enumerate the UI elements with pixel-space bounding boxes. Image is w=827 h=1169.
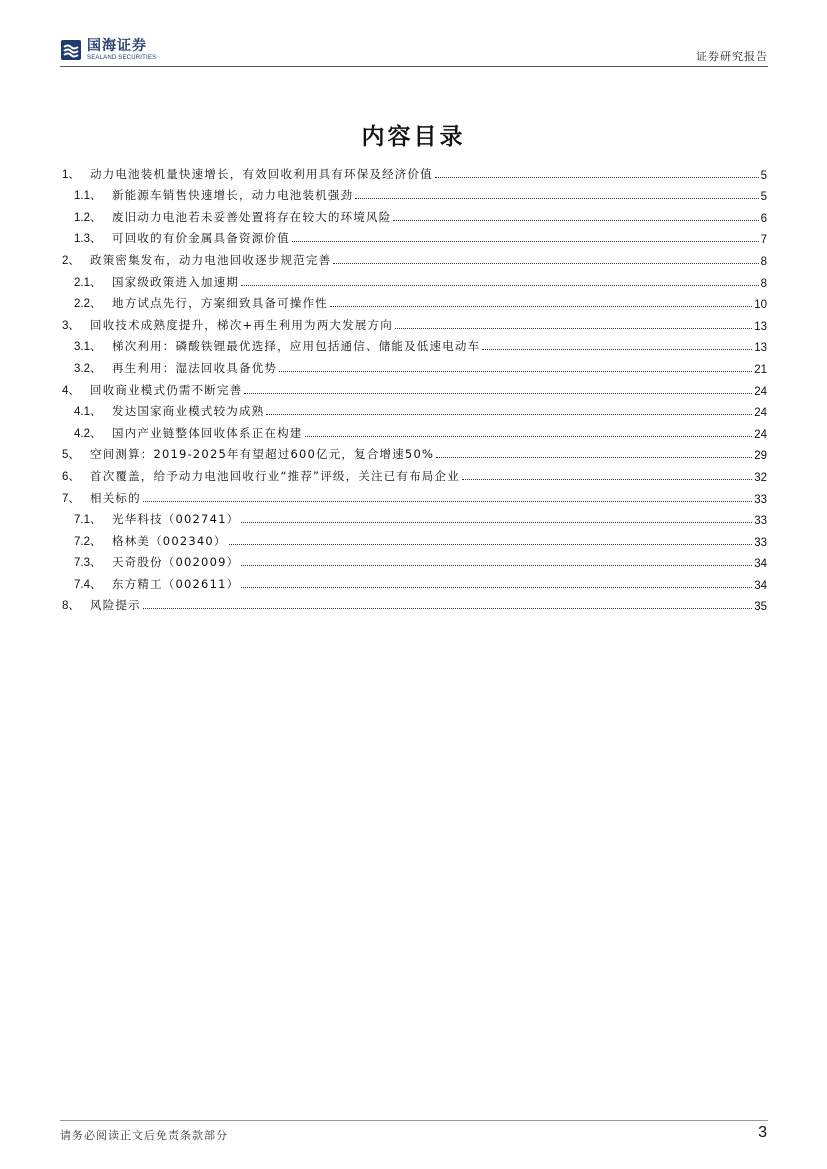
toc-entry-title: 风险提示 [90,598,141,613]
footer-divider [60,1120,768,1121]
toc-dot-leader [241,522,752,523]
toc-entry-number: 7、 [62,492,80,505]
toc-entry-title: 首次覆盖，给予动力电池回收行业“推荐”评级，关注已有布局企业 [90,468,460,483]
toc-entry-number: 1.2、 [74,211,102,224]
table-of-contents [62,160,767,613]
toc-entry-page: 33 [754,493,767,506]
toc-entry-number: 7.1、 [74,514,102,527]
toc-entry-page: 35 [754,601,767,614]
toc-entry-page: 5 [760,169,767,182]
toc-entry-title: 东方精工（002611） [112,576,240,591]
page-header [60,36,768,64]
toc-entry[interactable] [62,311,767,333]
toc-dot-leader [241,565,752,566]
toc-entry-page: 33 [754,536,767,549]
toc-entry-title: 天奇股份（002009） [112,555,240,570]
toc-entry-page: 5 [760,191,767,204]
toc-entry[interactable] [62,506,767,528]
toc-entry[interactable] [62,570,767,592]
toc-entry-number: 1.3、 [74,233,102,246]
toc-entry-title: 政策密集发布，动力电池回收逐步规范完善 [90,252,332,267]
toc-entry-page: 21 [754,363,767,376]
toc-entry[interactable] [62,398,767,420]
toc-dot-leader [435,177,759,178]
toc-entry-number: 3.2、 [74,362,102,375]
toc-dot-leader [143,501,752,502]
toc-entry-page: 33 [754,515,767,528]
toc-entry-number: 4、 [62,384,80,397]
toc-entry-number: 7.2、 [74,535,102,548]
toc-entry-page: 8 [760,255,767,268]
toc-entry[interactable] [62,592,767,614]
toc-dot-leader [241,285,759,286]
toc-entry-number: 6、 [62,470,80,483]
toc-entry-title: 相关标的 [90,490,141,505]
toc-entry[interactable] [62,354,767,376]
toc-entry[interactable] [62,182,767,204]
toc-dot-leader [393,220,758,221]
toc-entry-page: 34 [754,558,767,571]
toc-dot-leader [482,349,752,350]
toc-dot-leader [355,198,758,199]
toc-title: 内容目录 [361,124,466,150]
toc-dot-leader [292,241,759,242]
toc-entry[interactable] [62,462,767,484]
toc-dot-leader [241,587,752,588]
footer-disclaimer: 请务必阅读正文后免责条款部分 [60,1129,228,1142]
sealand-logo-icon [60,39,82,61]
toc-entry[interactable] [62,484,767,506]
toc-dot-leader [279,371,752,372]
toc-entry-title: 梯次利用：磷酸铁锂最优选择，应用包括通信、储能及低速电动车 [112,339,481,354]
toc-entry-number: 5、 [62,449,80,462]
toc-entry-title: 地方试点先行，方案细致具备可操作性 [112,296,328,311]
toc-dot-leader [244,393,752,394]
toc-entry-title: 再生利用：湿法回收具备优势 [112,360,278,375]
toc-entry-title: 回收商业模式仍需不断完善 [90,382,243,397]
toc-entry-page: 10 [754,299,767,312]
toc-entry[interactable] [62,290,767,312]
toc-entry-title: 动力电池装机量快速增长，有效回收利用具有环保及经济价值 [90,166,433,181]
toc-entry-page: 13 [754,342,767,355]
document-type-label: 证券研究报告 [696,50,768,63]
toc-entry-page: 24 [754,407,767,420]
toc-dot-leader [305,436,753,437]
toc-entry[interactable] [62,160,767,182]
logo-english-name: SEALAND SECURITIES [87,54,157,61]
toc-entry-title: 光华科技（002741） [112,512,240,527]
toc-entry[interactable] [62,441,767,463]
toc-entry-title: 空间测算：2019-2025年有望超过600亿元，复合增速50% [90,447,435,462]
toc-entry-number: 2.1、 [74,276,102,289]
toc-entry-number: 2、 [62,254,80,267]
toc-entry-title: 废旧动力电池若未妥善处置将存在较大的环境风险 [112,209,392,224]
toc-entry-page: 13 [754,320,767,333]
toc-entry-page: 32 [754,471,767,484]
toc-entry[interactable] [62,203,767,225]
toc-entry[interactable] [62,419,767,441]
sealand-logo [60,36,156,64]
toc-entry-number: 1、 [62,168,80,181]
toc-entry-page: 34 [754,579,767,592]
toc-entry-title: 可回收的有价金属具备资源价值 [112,231,290,246]
toc-entry-title: 回收技术成熟度提升，梯次+再生利用为两大发展方向 [90,317,393,332]
toc-entry[interactable] [62,333,767,355]
toc-entry-page: 7 [760,234,767,247]
logo-chinese-name: 国海证券 [87,37,147,54]
toc-entry[interactable] [62,549,767,571]
toc-dot-leader [266,414,752,415]
toc-entry-title: 国家级政策进入加速期 [112,274,239,289]
toc-entry-number: 2.2、 [74,298,102,311]
toc-entry-number: 4.1、 [74,406,102,419]
toc-entry-title: 国内产业链整体回收体系正在构建 [112,425,303,440]
toc-entry-title: 格林美（002340） [112,533,227,548]
toc-entry-number: 3.1、 [74,341,102,354]
toc-entry[interactable] [62,527,767,549]
toc-entry-page: 24 [754,428,767,441]
toc-dot-leader [436,457,752,458]
header-divider [60,66,768,67]
toc-entry-page: 24 [754,385,767,398]
toc-entry[interactable] [62,376,767,398]
toc-entry-page: 8 [760,277,767,290]
toc-entry[interactable] [62,246,767,268]
toc-entry[interactable] [62,268,767,290]
toc-entry-number: 7.3、 [74,557,102,570]
toc-entry-number: 1.1、 [74,190,102,203]
toc-dot-leader [333,263,758,264]
page-number: 3 [758,1124,767,1141]
toc-dot-leader [143,608,752,609]
toc-entry-page: 29 [754,450,767,463]
toc-dot-leader [395,328,752,329]
toc-entry-title: 新能源车销售快速增长，动力电池装机强劲 [112,188,354,203]
toc-dot-leader [462,479,752,480]
toc-entry-number: 7.4、 [74,578,102,591]
toc-entry-number: 3、 [62,319,80,332]
toc-entry-title: 发达国家商业模式较为成熟 [112,404,265,419]
toc-entry[interactable] [62,225,767,247]
toc-entry-number: 8、 [62,600,80,613]
toc-entry-page: 6 [760,212,767,225]
toc-entry-number: 4.2、 [74,427,102,440]
toc-dot-leader [330,306,752,307]
toc-dot-leader [229,544,753,545]
